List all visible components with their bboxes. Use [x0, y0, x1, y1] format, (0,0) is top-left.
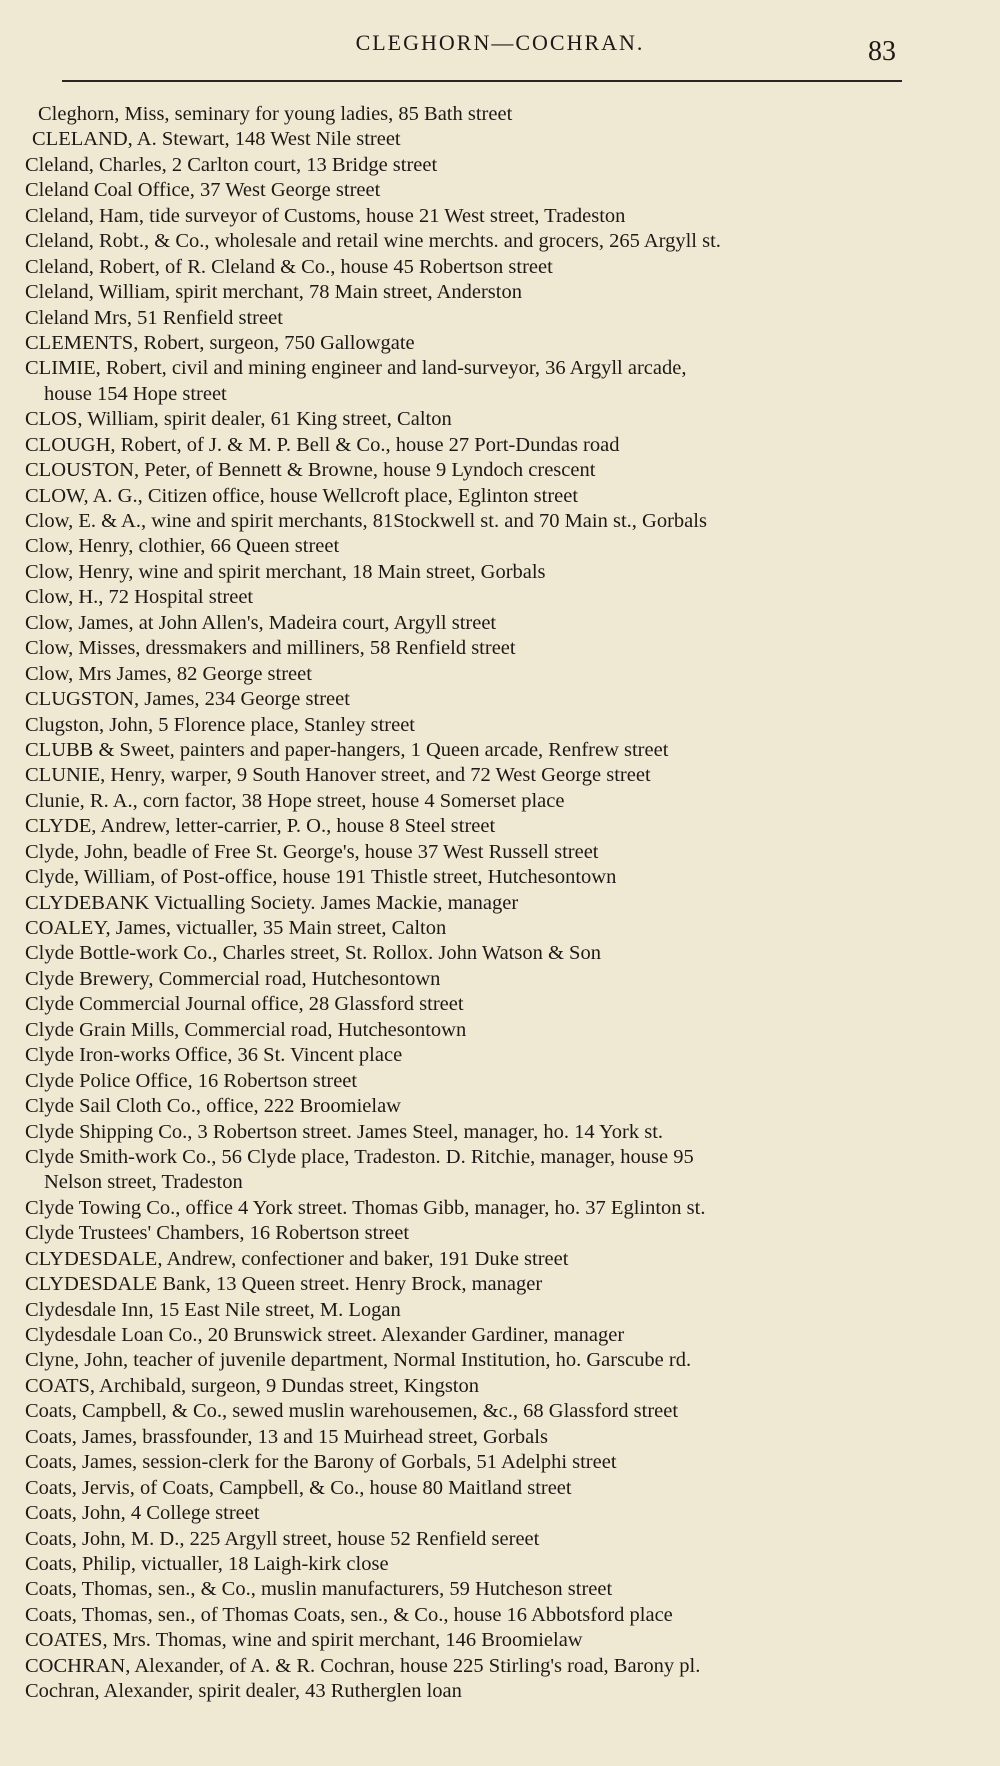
directory-entry: CLEMENTS, Robert, surgeon, 750 Gallowgate — [25, 331, 415, 354]
directory-entry: COALEY, James, victualler, 35 Main street, Calton — [25, 917, 447, 939]
directory-entry: Clow, H., 72 Hospital street — [25, 586, 254, 609]
directory-entry: Clyde Police Office, 16 Robertson street — [25, 1069, 358, 1092]
directory-entry: Clow, James, at John Allen's, Madeira court, Argyll street — [25, 611, 497, 634]
header-rule — [62, 80, 902, 82]
directory-entry: Cleland, Ham, tide surveyor of Customs, house 21 West street, Tradeston — [25, 204, 626, 227]
directory-entry: COCHRAN, Alexander, of A. & R. Cochran, house 225 Stirling's road, Barony pl. — [25, 1654, 701, 1677]
directory-entry: Clow, Mrs James, 82 George street — [25, 662, 312, 685]
directory-entry: Coats, Philip, victualler, 18 Laigh-kirk close — [25, 1552, 389, 1575]
directory-entry: Clyde Iron-works Office, 36 St. Vincent place — [25, 1044, 403, 1067]
directory-entry: Clow, Misses, dressmakers and milliners, 58 Renfield street — [25, 637, 516, 660]
directory-entry: COATES, Mrs. Thomas, wine and spirit merchant, 146 Broomielaw — [25, 1629, 583, 1652]
entry-continuation: house 154 Hope street — [44, 382, 227, 405]
directory-entry: Clyde Brewery, Commercial road, Hutchesontown — [25, 967, 441, 990]
directory-entry: Cochran, Alexander, spirit dealer, 43 Rutherglen loan — [25, 1680, 462, 1703]
directory-entry: Coats, James, brassfounder, 13 and 15 Muirhead street, Gorbals — [25, 1425, 548, 1448]
directory-entry: Cleland Mrs, 51 Renfield street — [25, 306, 283, 329]
directory-entry: Clyde Trustees' Chambers, 16 Robertson street — [25, 1222, 410, 1245]
directory-entry: CLYDESDALE, Andrew, confectioner and baker, 191 Duke street — [25, 1247, 569, 1270]
directory-entry: Clyde Grain Mills, Commercial road, Hutchesontown — [25, 1018, 467, 1041]
directory-entries — [0, 102, 1000, 1705]
directory-entry: Cleland, Robt., & Co., wholesale and retail wine merchts. and grocers, 265 Argyll st. — [25, 230, 721, 253]
directory-entry: Coats, James, session-clerk for the Barony of Gorbals, 51 Adelphi street — [25, 1451, 617, 1474]
directory-entry: CLOS, William, spirit dealer, 61 King street, Calton — [25, 408, 452, 431]
running-head: CLEGHORN—COCHRAN. — [355, 30, 645, 55]
directory-entry: Cleland, Robert, of R. Cleland & Co., house 45 Robertson street — [25, 255, 553, 278]
directory-entry: Coats, Campbell, & Co., sewed muslin warehousemen, &c., 68 Glassford street — [25, 1400, 679, 1423]
directory-entry: COATS, Archibald, surgeon, 9 Dundas street, Kingston — [25, 1374, 480, 1397]
directory-entry: CLYDEBANK Victualling Society. James Mackie, manager — [25, 891, 519, 914]
directory-entry: Clyne, John, teacher of juvenile department, Normal Institution, ho. Garscube rd. — [25, 1349, 692, 1372]
directory-entry: CLYDESDALE Bank, 13 Queen street. Henry Brock, manager — [25, 1273, 543, 1296]
directory-entry: Clugston, John, 5 Florence place, Stanley street — [25, 713, 415, 736]
directory-entry: Coats, John, 4 College street — [25, 1502, 260, 1525]
directory-entry: Clyde, John, beadle of Free St. George's, house 37 West Russell street — [25, 840, 599, 863]
directory-entry: Cleland, Charles, 2 Carlton court, 13 Bridge street — [25, 153, 438, 176]
directory-entry: Clunie, R. A., corn factor, 38 Hope street, house 4 Somerset place — [25, 789, 565, 812]
directory-entry: Clydesdale Loan Co., 20 Brunswick street. Alexander Gardiner, manager — [25, 1324, 625, 1346]
directory-entry: Coats, Thomas, sen., of Thomas Coats, sen., & Co., house 16 Abbotsford place — [25, 1603, 673, 1626]
directory-entry: CLOUSTON, Peter, of Bennett & Browne, house 9 Lyndoch crescent — [25, 459, 596, 482]
directory-entry: Cleland Coal Office, 37 West George street — [25, 179, 381, 202]
directory-entry: Clyde Commercial Journal office, 28 Glassford street — [25, 993, 464, 1016]
directory-entry: Clydesdale Inn, 15 East Nile street, M. Logan — [25, 1298, 401, 1321]
directory-entry: Clyde Smith-work Co., 56 Clyde place, Tradeston. D. Ritchie, manager, house 95 — [25, 1145, 694, 1168]
page-number: 83 — [868, 36, 896, 67]
directory-entry: Clow, Henry, wine and spirit merchant, 18 Main street, Gorbals — [25, 560, 546, 583]
directory-entry: Cleghorn, Miss, seminary for young ladies, 85 Bath street — [38, 103, 513, 125]
directory-entry: CLYDE, Andrew, letter-carrier, P. O., house 8 Steel street — [25, 815, 496, 838]
directory-entry: CLIMIE, Robert, civil and mining engineer and land-surveyor, 36 Argyll arcade, — [25, 357, 687, 380]
directory-entry: Clyde Shipping Co., 3 Robertson street. James Steel, manager, ho. 14 York st. — [25, 1120, 664, 1143]
directory-entry: Cleland, William, spirit merchant, 78 Main street, Anderston — [25, 281, 522, 304]
directory-entry: CLOUGH, Robert, of J. & M. P. Bell & Co., house 27 Port-Dundas road — [25, 433, 620, 456]
directory-entry: Clyde, William, of Post-office, house 191 Thistle street, Hutchesontown — [25, 866, 617, 889]
directory-entry: CLOW, A. G., Citizen office, house Wellcroft place, Eglinton street — [25, 484, 579, 507]
directory-entry: CLUBB & Sweet, painters and paper-hangers, 1 Queen arcade, Renfrew street — [25, 738, 669, 761]
directory-entry: CLELAND, A. Stewart, 148 West Nile street — [32, 128, 401, 151]
directory-entry: Coats, Jervis, of Coats, Campbell, & Co., house 80 Maitland street — [25, 1476, 572, 1499]
directory-entry: CLUGSTON, James, 234 George street — [25, 688, 350, 711]
entry-continuation: Nelson street, Tradeston — [44, 1171, 243, 1194]
directory-entry: Clow, E. & A., wine and spirit merchants, 81Stockwell st. and 70 Main st., Gorbals — [25, 510, 707, 532]
directory-entry: CLUNIE, Henry, warper, 9 South Hanover street, and 72 West George street — [25, 764, 651, 787]
directory-entry: Clyde Sail Cloth Co., office, 222 Broomielaw — [25, 1095, 401, 1118]
directory-entry: Clyde Towing Co., office 4 York street. Thomas Gibb, manager, ho. 37 Eglinton st. — [25, 1196, 706, 1219]
directory-entry: Coats, John, M. D., 225 Argyll street, house 52 Renfield sereet — [25, 1527, 540, 1550]
directory-entry: Coats, Thomas, sen., & Co., muslin manufacturers, 59 Hutcheson street — [25, 1578, 613, 1601]
directory-entry: Clyde Bottle-work Co., Charles street, St. Rollox. John Watson & Son — [25, 942, 601, 965]
directory-entry: Clow, Henry, clothier, 66 Queen street — [25, 535, 340, 558]
